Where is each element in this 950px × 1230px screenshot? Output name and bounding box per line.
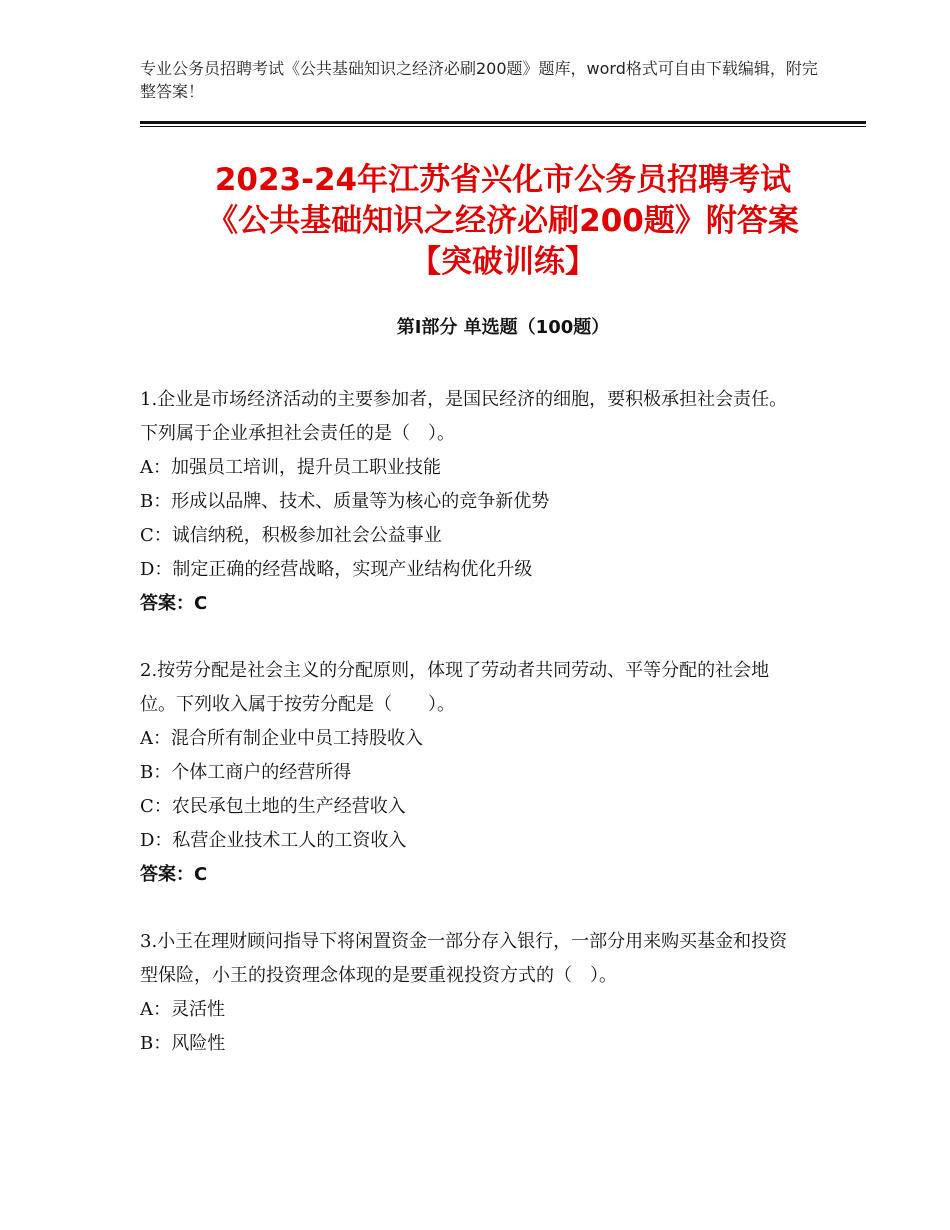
option-d: D：制定正确的经营战略，实现产业结构优化升级: [140, 559, 533, 580]
option-b: B：形成以品牌、技术、质量等为核心的竞争新优势: [140, 491, 550, 512]
question-stem: 2.按劳分配是社会主义的分配原则，体现了劳动者共同劳动、平等分配的社会地位。下列收入属于按劳分配是（ ）。: [140, 660, 770, 715]
header-rule-thick: [140, 121, 866, 124]
header-note: 专业公务员招聘考试《公共基础知识之经济必刷200题》题库，word格式可自由下载编辑，附完整答案！: [140, 59, 818, 101]
document-title: [140, 160, 866, 283]
answer: 答案：C: [140, 864, 208, 885]
option-b: B：风险性: [140, 1033, 226, 1054]
option-d: D：私营企业技术工人的工资收入: [140, 830, 407, 851]
title-line-1: 2023-24年江苏省兴化市公务员招聘考试: [214, 162, 792, 198]
header-rule-thin: [140, 126, 866, 127]
question-stem: 1.企业是市场经济活动的主要参加者，是国民经济的细胞，要积极承担社会责任。下列属于企业承担社会责任的是（ ）。: [140, 389, 788, 444]
option-a: A：加强员工培训，提升员工职业技能: [140, 457, 441, 478]
question-stem: 3.小王在理财顾问指导下将闲置资金一部分存入银行，一部分用来购买基金和投资型保险，小王的投资理念体现的是要重视投资方式的（ ）。: [140, 931, 788, 986]
question-list: [140, 383, 800, 1094]
option-b: B：个体工商户的经营所得: [140, 762, 352, 783]
option-c: C：诚信纳税，积极参加社会公益事业: [140, 525, 442, 546]
answer: 答案：C: [140, 593, 208, 614]
option-c: C：农民承包土地的生产经营收入: [140, 796, 406, 817]
question-1: [140, 383, 800, 621]
section-title: 第Ⅰ部分 单选题（100题）: [396, 317, 610, 338]
question-2: [140, 654, 800, 892]
title-line-3: 【突破训练】: [410, 244, 596, 280]
option-a: A：灵活性: [140, 999, 225, 1020]
question-3: [140, 925, 800, 1061]
title-line-2: 《公共基础知识之经济必刷200题》附答案: [207, 203, 799, 239]
option-a: A：混合所有制企业中员工持股收入: [140, 728, 423, 749]
